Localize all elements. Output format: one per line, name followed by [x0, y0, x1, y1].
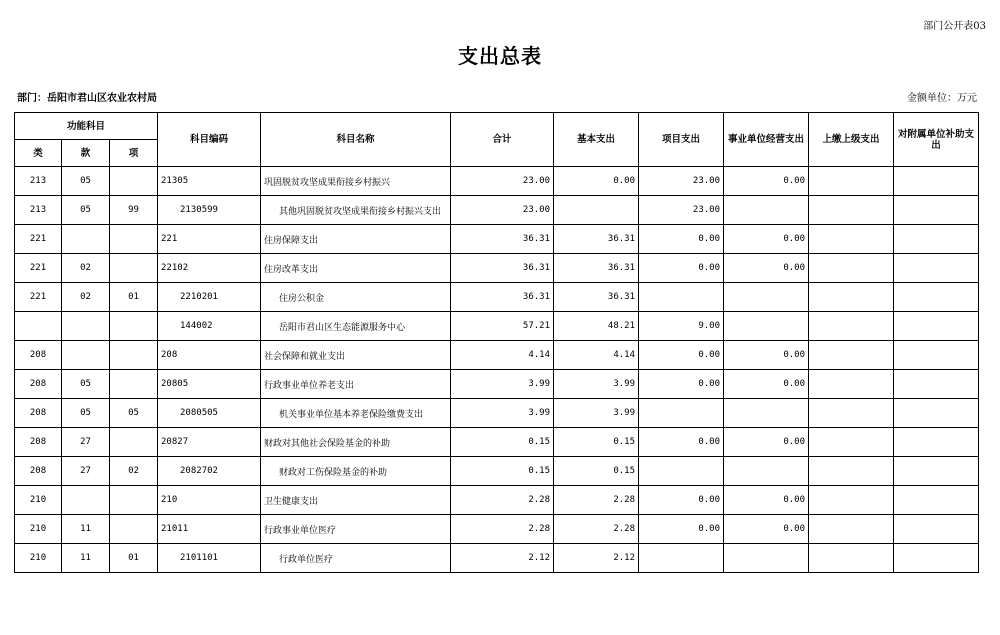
cell-upper [809, 283, 894, 312]
cell-xiang [110, 515, 158, 544]
cell-kuan: 05 [62, 399, 110, 428]
cell-lei: 208 [15, 457, 62, 486]
header-total: 合计 [451, 113, 554, 167]
cell-xiang: 01 [110, 283, 158, 312]
cell-upper [809, 341, 894, 370]
cell-project [639, 283, 724, 312]
cell-business [724, 283, 809, 312]
cell-kuan [62, 341, 110, 370]
cell-lei: 210 [15, 486, 62, 515]
cell-lei: 213 [15, 196, 62, 225]
page-title: 支出总表 [458, 44, 542, 68]
table-row [15, 399, 979, 428]
cell-lei: 208 [15, 341, 62, 370]
cell-code: 210 [158, 486, 261, 515]
cell-code: 2082702 [158, 457, 261, 486]
cell-name: 行政单位医疗 [261, 544, 451, 573]
cell-upper [809, 486, 894, 515]
cell-business [724, 544, 809, 573]
cell-lei [15, 312, 62, 341]
unit-label: 金额单位：万元 [907, 93, 977, 104]
cell-subsidy [894, 254, 979, 283]
cell-upper [809, 515, 894, 544]
cell-basic: 2.28 [554, 515, 639, 544]
cell-lei: 208 [15, 370, 62, 399]
cell-total: 0.15 [451, 457, 554, 486]
cell-name: 社会保障和就业支出 [261, 341, 451, 370]
header-func-subject: 功能科目 [15, 113, 158, 140]
cell-code: 21011 [158, 515, 261, 544]
header-lei: 类 [15, 140, 62, 167]
table-row [15, 515, 979, 544]
cell-total: 2.28 [451, 486, 554, 515]
table-body [15, 167, 979, 573]
cell-project: 0.00 [639, 225, 724, 254]
cell-total: 4.14 [451, 341, 554, 370]
cell-project: 9.00 [639, 312, 724, 341]
cell-name: 机关事业单位基本养老保险缴费支出 [261, 399, 451, 428]
cell-name: 住房保障支出 [261, 225, 451, 254]
cell-kuan: 05 [62, 196, 110, 225]
cell-total: 23.00 [451, 167, 554, 196]
cell-business: 0.00 [724, 428, 809, 457]
cell-kuan [62, 312, 110, 341]
cell-xiang [110, 341, 158, 370]
cell-kuan: 11 [62, 544, 110, 573]
cell-business [724, 399, 809, 428]
cell-basic: 0.15 [554, 428, 639, 457]
cell-name: 住房改革支出 [261, 254, 451, 283]
cell-business: 0.00 [724, 225, 809, 254]
expenditure-table [14, 112, 979, 573]
cell-kuan: 27 [62, 428, 110, 457]
table-row [15, 544, 979, 573]
cell-project [639, 399, 724, 428]
cell-project [639, 457, 724, 486]
cell-upper [809, 399, 894, 428]
cell-kuan: 11 [62, 515, 110, 544]
cell-lei: 208 [15, 399, 62, 428]
header-kuan: 款 [62, 140, 110, 167]
cell-business: 0.00 [724, 515, 809, 544]
cell-name: 财政对工伤保险基金的补助 [261, 457, 451, 486]
cell-xiang [110, 167, 158, 196]
cell-xiang [110, 428, 158, 457]
cell-basic: 48.21 [554, 312, 639, 341]
cell-total: 2.12 [451, 544, 554, 573]
cell-upper [809, 457, 894, 486]
cell-basic: 0.15 [554, 457, 639, 486]
table-row [15, 486, 979, 515]
cell-kuan: 02 [62, 254, 110, 283]
cell-kuan [62, 486, 110, 515]
cell-kuan: 02 [62, 283, 110, 312]
cell-code: 2210201 [158, 283, 261, 312]
cell-upper [809, 428, 894, 457]
cell-project: 0.00 [639, 341, 724, 370]
table-row [15, 254, 979, 283]
cell-total: 0.15 [451, 428, 554, 457]
cell-subsidy [894, 457, 979, 486]
cell-subsidy [894, 341, 979, 370]
cell-basic: 36.31 [554, 254, 639, 283]
cell-kuan: 05 [62, 370, 110, 399]
header-upper: 上缴上级支出 [809, 113, 894, 167]
cell-total: 36.31 [451, 283, 554, 312]
header-code: 科目编码 [158, 113, 261, 167]
cell-upper [809, 370, 894, 399]
cell-subsidy [894, 196, 979, 225]
cell-code: 2101101 [158, 544, 261, 573]
cell-kuan [62, 225, 110, 254]
cell-basic: 36.31 [554, 225, 639, 254]
cell-project: 0.00 [639, 254, 724, 283]
cell-name: 其他巩固脱贫攻坚成果衔接乡村振兴支出 [261, 196, 451, 225]
cell-code: 2130599 [158, 196, 261, 225]
table-row [15, 167, 979, 196]
cell-business: 0.00 [724, 341, 809, 370]
cell-project: 0.00 [639, 428, 724, 457]
cell-code: 2080505 [158, 399, 261, 428]
table-row [15, 457, 979, 486]
cell-upper [809, 225, 894, 254]
header-project: 项目支出 [639, 113, 724, 167]
cell-code: 144002 [158, 312, 261, 341]
cell-total: 57.21 [451, 312, 554, 341]
cell-project: 23.00 [639, 196, 724, 225]
cell-project: 0.00 [639, 370, 724, 399]
table-row [15, 196, 979, 225]
cell-total: 23.00 [451, 196, 554, 225]
cell-basic: 2.28 [554, 486, 639, 515]
cell-project [639, 544, 724, 573]
header-xiang: 项 [110, 140, 158, 167]
cell-xiang [110, 370, 158, 399]
header-subsidy: 对附属单位补助支出 [894, 113, 979, 167]
cell-code: 208 [158, 341, 261, 370]
cell-name: 巩固脱贫攻坚成果衔接乡村振兴 [261, 167, 451, 196]
cell-subsidy [894, 370, 979, 399]
cell-subsidy [894, 428, 979, 457]
cell-lei: 213 [15, 167, 62, 196]
table-row [15, 312, 979, 341]
cell-code: 20805 [158, 370, 261, 399]
cell-total: 3.99 [451, 370, 554, 399]
table-row [15, 370, 979, 399]
cell-subsidy [894, 283, 979, 312]
cell-xiang: 01 [110, 544, 158, 573]
header-business: 事业单位经营支出 [724, 113, 809, 167]
cell-total: 36.31 [451, 225, 554, 254]
cell-subsidy [894, 312, 979, 341]
cell-basic: 36.31 [554, 283, 639, 312]
cell-xiang [110, 312, 158, 341]
cell-code: 22102 [158, 254, 261, 283]
table-row [15, 283, 979, 312]
cell-lei: 208 [15, 428, 62, 457]
cell-basic: 2.12 [554, 544, 639, 573]
cell-business: 0.00 [724, 370, 809, 399]
department-label: 部门：岳阳市君山区农业农村局 [17, 93, 157, 104]
cell-basic: 3.99 [554, 399, 639, 428]
cell-upper [809, 254, 894, 283]
cell-business [724, 196, 809, 225]
cell-name: 岳阳市君山区生态能源服务中心 [261, 312, 451, 341]
cell-upper [809, 167, 894, 196]
cell-kuan: 27 [62, 457, 110, 486]
cell-subsidy [894, 544, 979, 573]
table-row [15, 225, 979, 254]
cell-subsidy [894, 225, 979, 254]
cell-total: 2.28 [451, 515, 554, 544]
cell-total: 36.31 [451, 254, 554, 283]
cell-xiang: 02 [110, 457, 158, 486]
cell-business: 0.00 [724, 486, 809, 515]
cell-project: 0.00 [639, 515, 724, 544]
table-row [15, 428, 979, 457]
cell-subsidy [894, 167, 979, 196]
cell-business: 0.00 [724, 167, 809, 196]
header-name: 科目名称 [261, 113, 451, 167]
cell-project: 23.00 [639, 167, 724, 196]
cell-name: 卫生健康支出 [261, 486, 451, 515]
cell-basic: 3.99 [554, 370, 639, 399]
cell-upper [809, 312, 894, 341]
header-basic: 基本支出 [554, 113, 639, 167]
cell-code: 21305 [158, 167, 261, 196]
cell-business: 0.00 [724, 254, 809, 283]
form-code: 部门公开表03 [923, 21, 986, 32]
cell-upper [809, 196, 894, 225]
cell-lei: 210 [15, 515, 62, 544]
cell-xiang [110, 486, 158, 515]
cell-name: 行政事业单位养老支出 [261, 370, 451, 399]
cell-project: 0.00 [639, 486, 724, 515]
cell-basic [554, 196, 639, 225]
cell-subsidy [894, 486, 979, 515]
cell-name: 行政事业单位医疗 [261, 515, 451, 544]
cell-business [724, 312, 809, 341]
cell-upper [809, 544, 894, 573]
cell-xiang: 99 [110, 196, 158, 225]
cell-xiang [110, 254, 158, 283]
cell-lei: 221 [15, 225, 62, 254]
table-row [15, 341, 979, 370]
cell-basic: 0.00 [554, 167, 639, 196]
cell-business [724, 457, 809, 486]
cell-lei: 221 [15, 254, 62, 283]
cell-lei: 221 [15, 283, 62, 312]
cell-kuan: 05 [62, 167, 110, 196]
cell-name: 住房公积金 [261, 283, 451, 312]
cell-subsidy [894, 515, 979, 544]
cell-xiang [110, 225, 158, 254]
cell-name: 财政对其他社会保险基金的补助 [261, 428, 451, 457]
cell-basic: 4.14 [554, 341, 639, 370]
cell-code: 221 [158, 225, 261, 254]
cell-xiang: 05 [110, 399, 158, 428]
cell-code: 20827 [158, 428, 261, 457]
cell-lei: 210 [15, 544, 62, 573]
cell-total: 3.99 [451, 399, 554, 428]
cell-subsidy [894, 399, 979, 428]
